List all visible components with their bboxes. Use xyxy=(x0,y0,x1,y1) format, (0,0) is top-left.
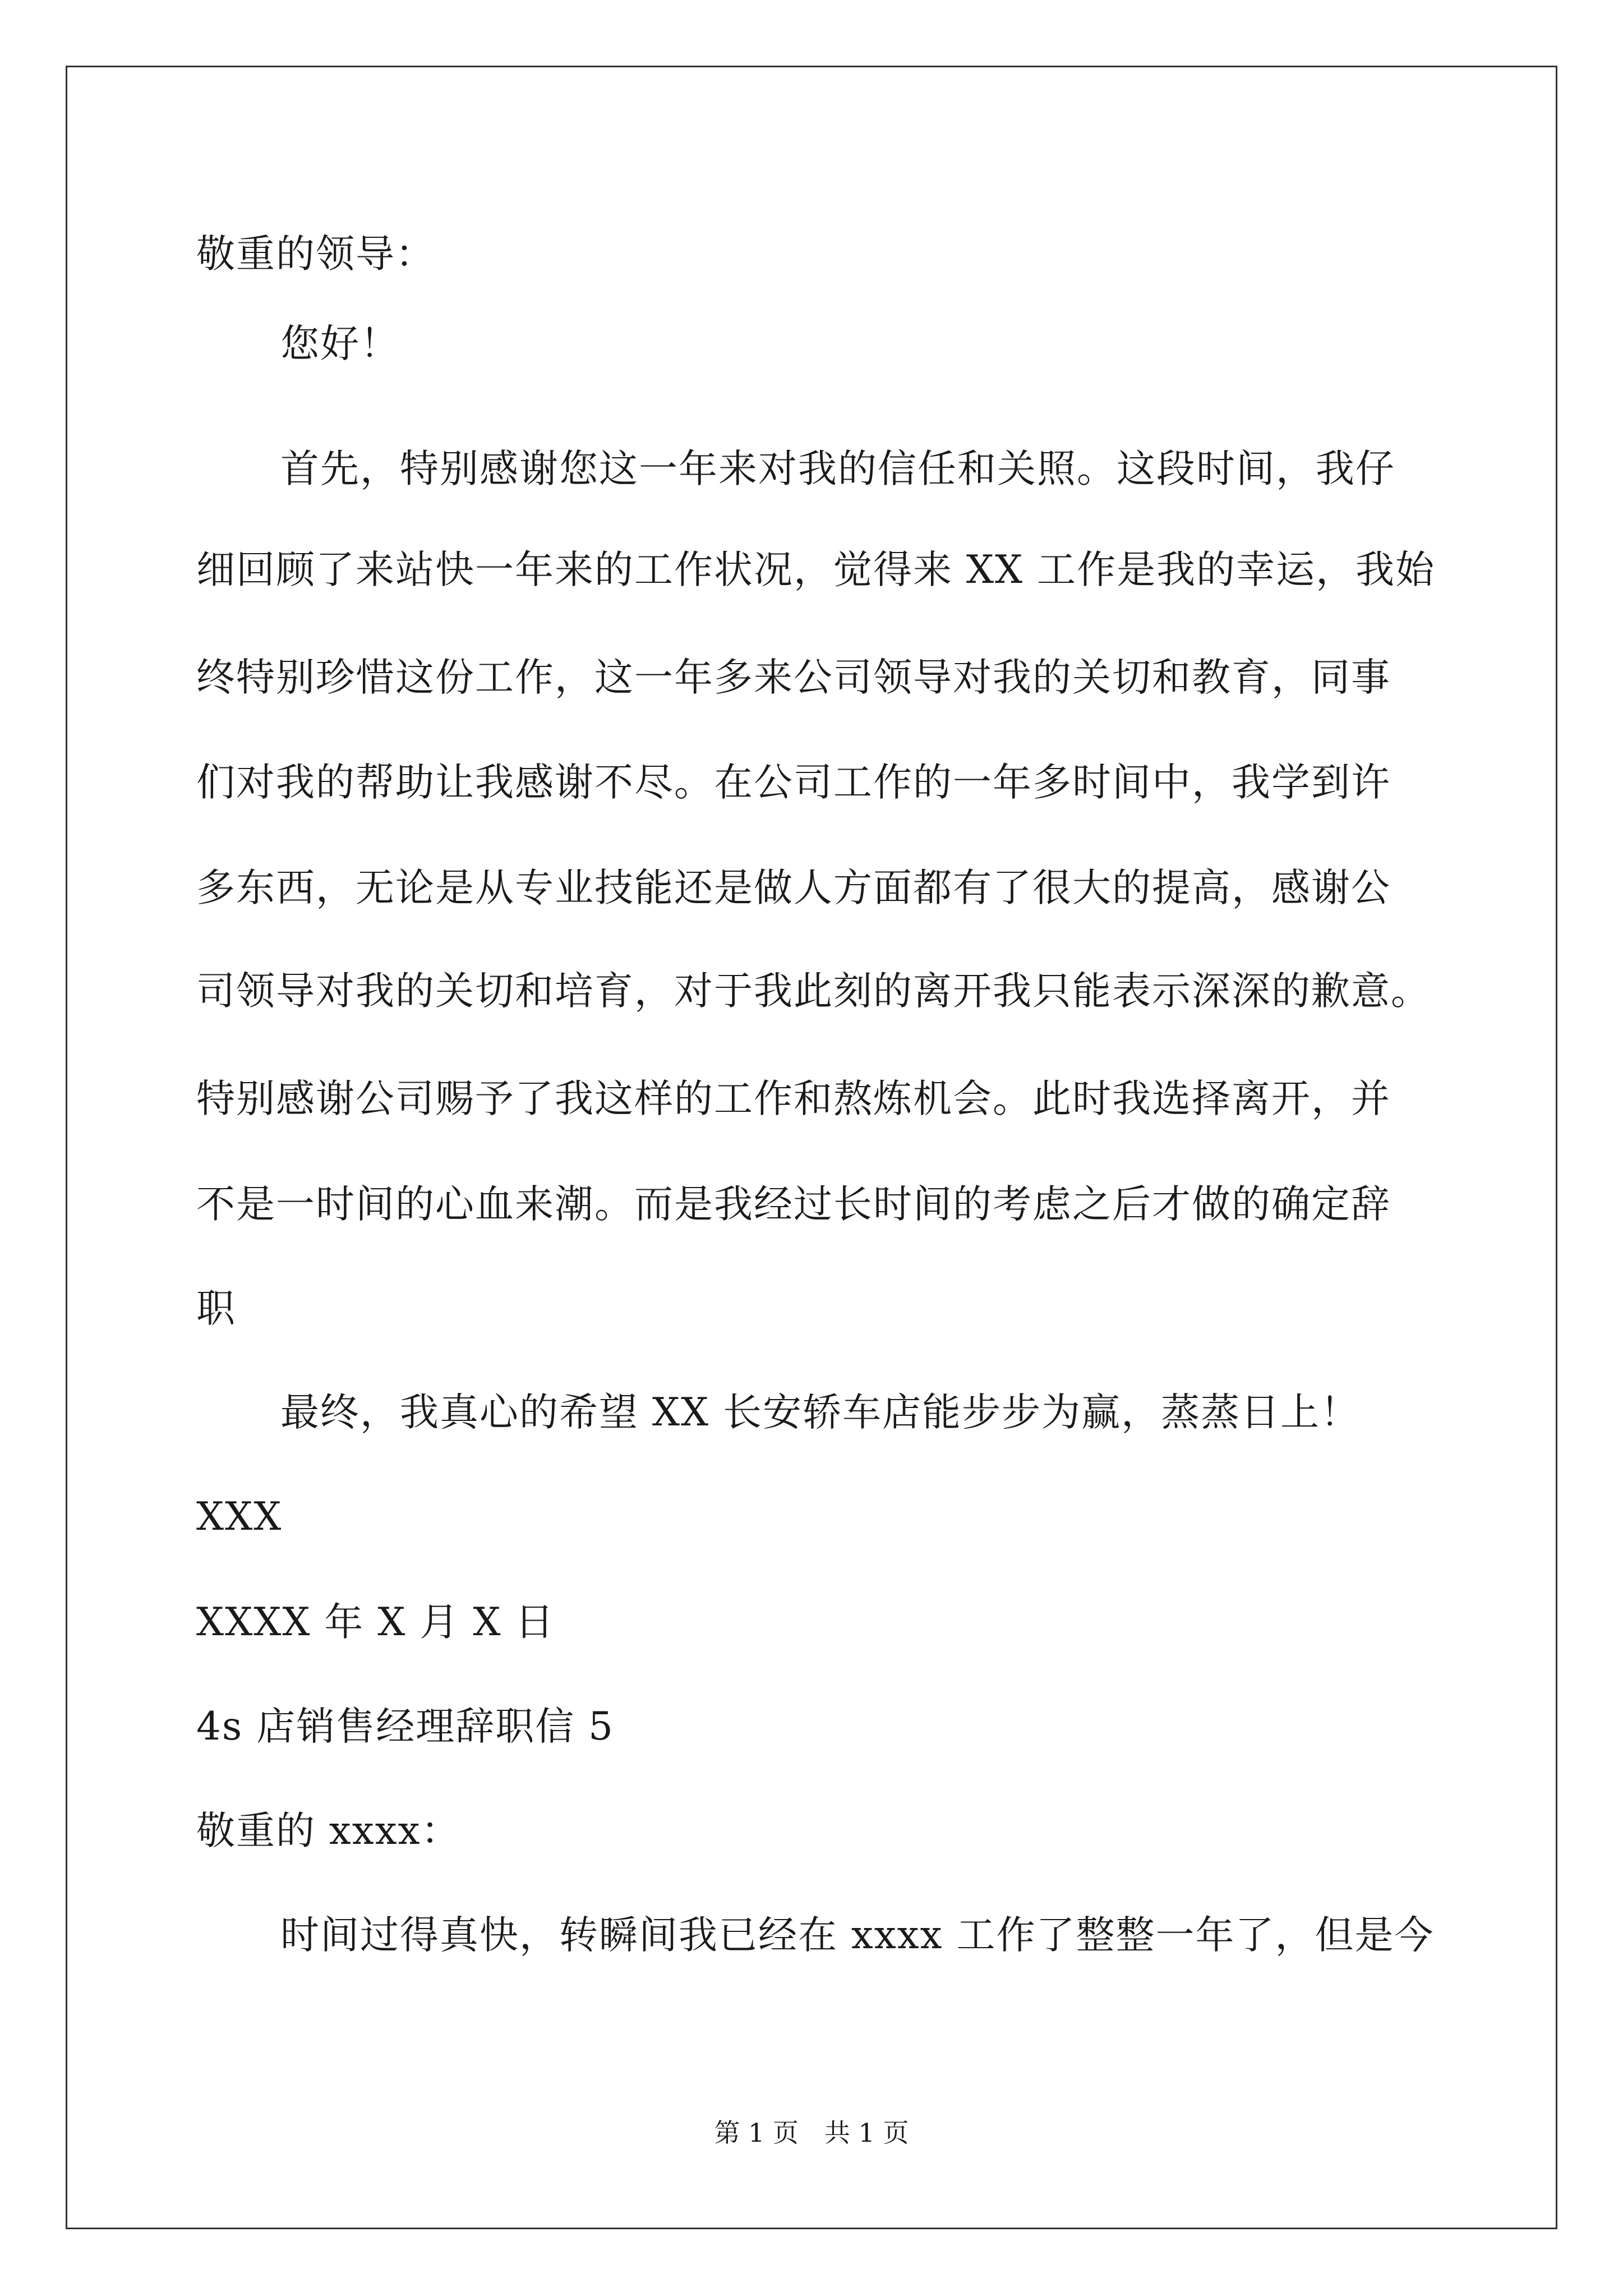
closing-wish: 最终，我真心的希望 XX 长安轿车店能步步为赢，蒸蒸日上！ xyxy=(280,1390,1361,1435)
body-line: 首先，特别感谢您这一年来对我的信任和关照。这段时间，我仔 xyxy=(280,447,1395,491)
body-line: 细回顾了来站快一年来的工作状况，觉得来 XX 工作是我的幸运，我始 xyxy=(196,547,1436,592)
greeting: 您好！ xyxy=(280,321,400,366)
date-line: XXXX 年 X 月 X 日 xyxy=(196,1600,555,1645)
salutation-2: 敬重的 xxxx： xyxy=(196,1809,461,1853)
body-line: 们对我的帮助让我感谢不尽。在公司工作的一年多时间中，我学到许 xyxy=(196,760,1391,805)
body-line: 司领导对我的关切和培育，对于我此刻的离开我只能表示深深的歉意。 xyxy=(196,969,1431,1014)
body-line: 职 xyxy=(196,1286,236,1331)
signature: XXX xyxy=(196,1494,283,1539)
page-footer: 第 1 页 共 1 页 xyxy=(714,2118,909,2148)
body-line: 特别感谢公司赐予了我这样的工作和熬炼机会。此时我选择离开，并 xyxy=(196,1076,1391,1121)
body-line: 多东西，无论是从专业技能还是做人方面都有了很大的提高，感谢公 xyxy=(196,866,1391,910)
body-line: 不是一时间的心血来潮。而是我经过长时间的考虑之后才做的确定辞 xyxy=(196,1182,1391,1227)
section-heading: 4s 店销售经理辞职信 5 xyxy=(196,1704,615,1749)
page-border xyxy=(66,66,1557,2229)
body-line: 时间过得真快，转瞬间我已经在 xxxx 工作了整整一年了，但是今 xyxy=(280,1913,1435,1958)
salutation: 敬重的领导： xyxy=(196,232,435,277)
body-line: 终特别珍惜这份工作，这一年多来公司领导对我的关切和教育，同事 xyxy=(196,655,1391,700)
